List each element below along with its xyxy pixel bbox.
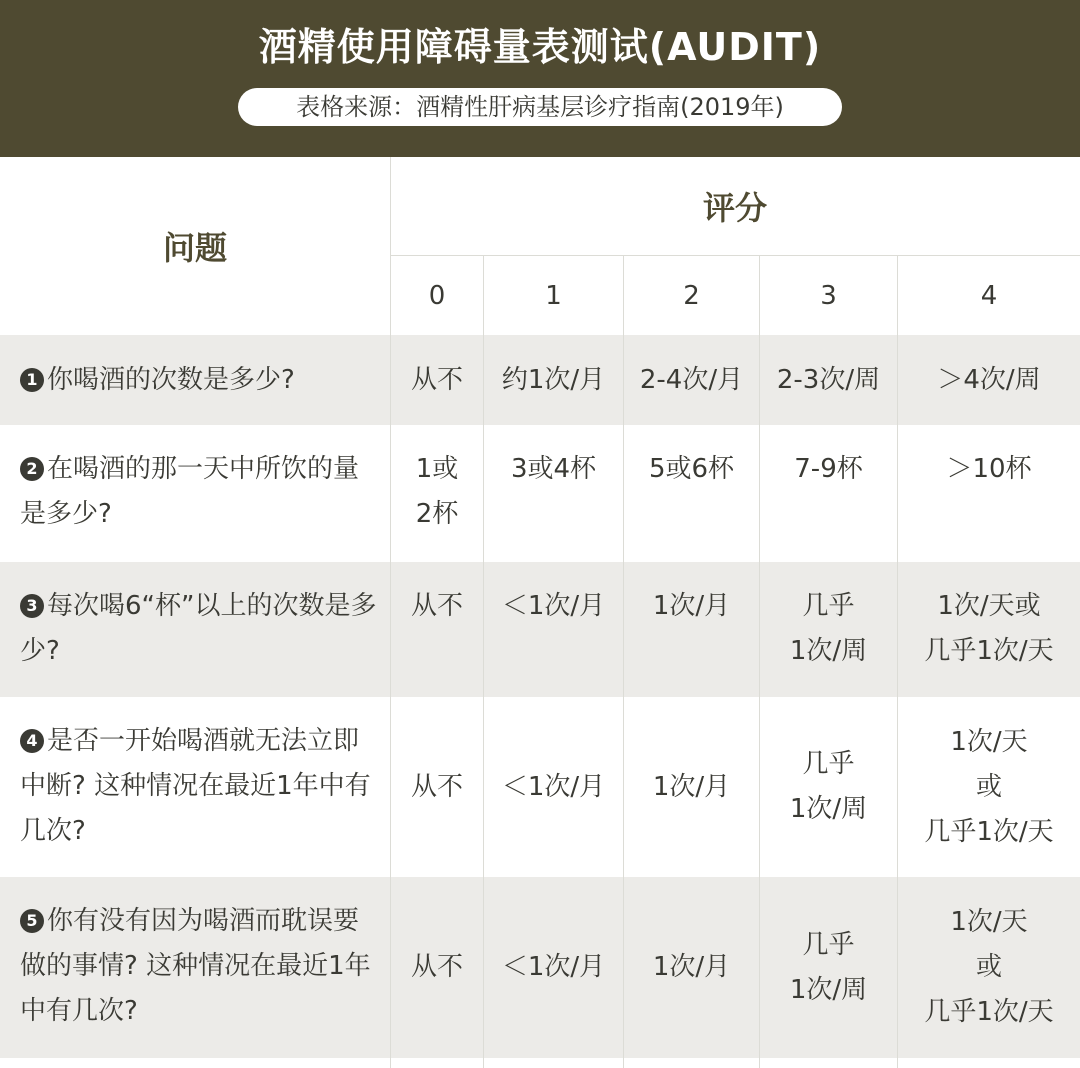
score-cell-4 <box>898 900 1080 1035</box>
score-cell-3 <box>760 923 897 1013</box>
score-text: 1次/月 <box>652 591 731 621</box>
question-number-badge: 2 <box>20 457 44 481</box>
table-row <box>0 335 1080 425</box>
question-text: 你喝酒的次数是多少? <box>47 364 295 395</box>
score-text: ＜1次/月 <box>501 771 606 802</box>
score-column-header: 评分 <box>702 189 767 227</box>
score-col-3: 3 <box>820 280 837 311</box>
question-text: 在喝酒的那一天中所饮的量是多少? <box>20 454 360 529</box>
score-text: 几乎1次/天 <box>924 997 1054 1027</box>
table-row <box>0 697 1080 877</box>
score-cell-1 <box>484 765 623 810</box>
question-cell <box>20 447 380 537</box>
question-number-badge: 4 <box>20 729 44 753</box>
score-cell-3 <box>760 358 897 403</box>
score-text: 7-9杯 <box>794 454 863 484</box>
question-number-badge: 3 <box>20 594 44 618</box>
score-cell-4 <box>898 720 1080 855</box>
score-cell-4 <box>898 447 1080 492</box>
score-cell-2 <box>624 945 759 990</box>
score-cell-3 <box>760 584 897 674</box>
score-cell-1 <box>484 447 623 492</box>
divider <box>759 256 760 1068</box>
score-text: 几乎 <box>802 929 855 960</box>
score-text: ＞10杯 <box>946 454 1032 484</box>
score-text: 几乎1次/天 <box>924 816 1054 847</box>
score-text: ＜1次/月 <box>501 591 606 621</box>
table-row <box>0 425 1080 562</box>
score-cell-2 <box>624 447 759 492</box>
score-text: 1次/天或 <box>937 591 1041 621</box>
score-text: 1次/天 <box>950 726 1028 757</box>
divider <box>390 157 391 1068</box>
table-row <box>0 562 1080 697</box>
score-cell-0 <box>391 584 483 629</box>
question-number-badge: 5 <box>20 909 44 933</box>
question-number-badge: 1 <box>20 368 44 392</box>
score-text: 2-4次/月 <box>639 364 744 395</box>
score-text: 几乎 <box>802 749 855 779</box>
score-text: 2-3次/周 <box>776 364 881 395</box>
score-text: ＞4次/周 <box>937 364 1041 395</box>
score-cell-4 <box>898 358 1080 403</box>
table-row <box>0 877 1080 1058</box>
score-col-4: 4 <box>980 280 998 311</box>
divider <box>391 255 1080 256</box>
question-text: 是否一开始喝酒就无法立即中断? 这种情况在最近1年中有几次? <box>20 726 371 846</box>
score-text: 从不 <box>410 591 463 621</box>
divider <box>897 256 898 1068</box>
score-text: 或 <box>975 771 1002 802</box>
score-text: 或 <box>975 952 1002 982</box>
score-cell-0 <box>391 765 483 810</box>
question-cell <box>20 719 380 854</box>
question-column-header: 问题 <box>162 229 227 267</box>
score-text: 从不 <box>410 364 463 395</box>
header-banner <box>0 0 1080 157</box>
score-cell-4 <box>898 584 1080 674</box>
score-cell-0 <box>391 447 483 537</box>
question-cell <box>20 584 380 674</box>
score-text: 1次/周 <box>789 636 868 666</box>
score-text: 5或6杯 <box>648 454 735 484</box>
score-text: ＜1次/月 <box>501 952 606 982</box>
divider <box>623 256 624 1068</box>
question-cell <box>20 358 380 403</box>
source-label: 表格来源：酒精性肝病基层诊疗指南(2019年) <box>238 88 842 126</box>
score-text: 3或4杯 <box>510 454 597 484</box>
score-text: 从不 <box>410 952 463 982</box>
score-cell-3 <box>760 447 897 492</box>
question-text: 你有没有因为喝酒而耽误要做的事情? 这种情况在最近1年中有几次? <box>20 906 371 1026</box>
score-col-1: 1 <box>545 280 562 311</box>
score-cell-2 <box>624 358 759 403</box>
score-cell-0 <box>391 945 483 990</box>
score-col-2: 2 <box>683 280 700 311</box>
score-text: 1次/月 <box>652 771 731 802</box>
score-cell-2 <box>624 765 759 810</box>
score-col-0: 0 <box>428 280 446 311</box>
score-text: 1次/周 <box>789 794 868 824</box>
divider <box>483 256 484 1068</box>
page-title: 酒精使用障碍量表测试(AUDIT) <box>258 25 822 69</box>
score-text: 1次/天 <box>950 907 1028 937</box>
score-text: 约1次/月 <box>501 364 606 395</box>
score-cell-1 <box>484 945 623 990</box>
score-text: 几乎1次/天 <box>924 636 1054 666</box>
question-text: 每次喝6“杯”以上的次数是多少? <box>20 591 377 666</box>
score-text: 从不 <box>410 771 463 802</box>
score-text: 1或 <box>415 454 459 484</box>
score-cell-0 <box>391 358 483 403</box>
score-cell-1 <box>484 584 623 629</box>
score-text: 2杯 <box>415 499 459 529</box>
score-text: 1次/周 <box>789 974 868 1005</box>
score-cell-1 <box>484 358 623 403</box>
score-cell-2 <box>624 584 759 629</box>
score-text: 1次/月 <box>652 952 731 982</box>
question-cell <box>20 899 380 1034</box>
score-cell-3 <box>760 742 897 832</box>
score-text: 几乎 <box>802 591 855 621</box>
